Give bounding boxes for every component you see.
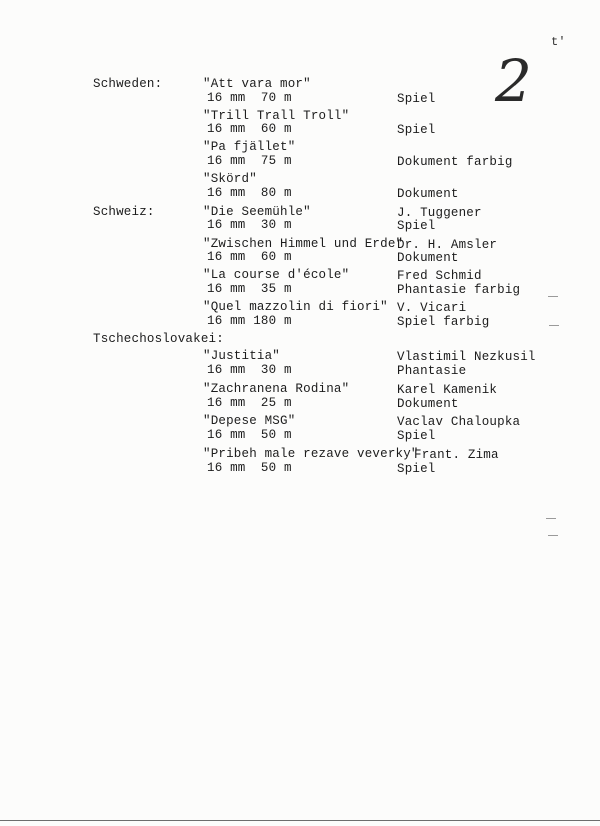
handwritten-page-number: 2: [495, 47, 533, 115]
film-title: "Depese MSG": [203, 414, 296, 428]
corner-mark: t': [551, 35, 566, 49]
film-spec: 16 mm 60 m: [207, 250, 292, 264]
film-spec: 16 mm 25 m: [207, 396, 292, 410]
film-genre: Phantasie farbig: [397, 283, 521, 297]
film-spec: 16 mm 50 m: [207, 461, 292, 475]
film-director: Dr. H. Amsler: [397, 238, 498, 252]
film-genre: Dokument: [397, 397, 459, 411]
margin-tick: [549, 325, 559, 326]
film-director: Karel Kamenik: [397, 383, 498, 397]
film-director: J. Tuggener: [397, 206, 482, 220]
film-spec: 16 mm 75 m: [207, 154, 292, 168]
film-title: "Zachranena Rodina": [203, 382, 350, 396]
margin-tick: [548, 296, 558, 297]
country-heading-schweden: Schweden:: [93, 77, 163, 91]
film-genre: Spiel: [397, 462, 436, 476]
film-info: Dokument: [397, 187, 459, 201]
film-title: "Quel mazzolin di fiori": [203, 300, 388, 314]
margin-tick: [548, 535, 558, 536]
country-heading-tschechoslovakei: Tschechoslovakei:: [93, 332, 224, 346]
film-director: Frant. Zima: [414, 448, 499, 462]
film-info: Spiel: [397, 123, 436, 137]
film-spec: 16 mm 80 m: [207, 186, 292, 200]
country-heading-schweiz: Schweiz:: [93, 205, 155, 219]
page-bottom-edge: [0, 820, 600, 821]
film-director: Vlastimil Nezkusil: [397, 350, 536, 364]
film-spec: 16 mm 35 m: [207, 282, 292, 296]
film-title: "Justitia": [203, 349, 281, 363]
film-title: "Pribeh male rezave veverky": [203, 447, 419, 461]
margin-tick: [546, 518, 556, 519]
film-spec: 16 mm 70 m: [207, 91, 292, 105]
film-spec: 16 mm 30 m: [207, 363, 292, 377]
film-title: "Zwischen Himmel und Erde": [203, 237, 404, 251]
film-genre: Spiel: [397, 429, 436, 443]
film-info: Dokument farbig: [397, 155, 513, 169]
film-director: Fred Schmid: [397, 269, 482, 283]
film-title: "Pa fjället": [203, 140, 296, 154]
film-director: Vaclav Chaloupka: [397, 415, 521, 429]
film-genre: Dokument: [397, 251, 459, 265]
film-genre: Spiel: [397, 219, 436, 233]
film-spec: 16 mm 50 m: [207, 428, 292, 442]
film-spec: 16 mm 60 m: [207, 122, 292, 136]
film-spec: 16 mm 30 m: [207, 218, 292, 232]
film-title: "La course d'école": [203, 268, 350, 282]
film-title: "Att vara mor": [203, 77, 311, 91]
film-title: "Die Seemühle": [203, 205, 311, 219]
film-title: "Skörd": [203, 172, 257, 186]
film-genre: Spiel farbig: [397, 315, 490, 329]
film-title: "Trill Trall Troll": [203, 109, 350, 123]
film-spec: 16 mm 180 m: [207, 314, 292, 328]
film-genre: Phantasie: [397, 364, 467, 378]
film-director: V. Vicari: [397, 301, 467, 315]
film-info: Spiel: [397, 92, 436, 106]
